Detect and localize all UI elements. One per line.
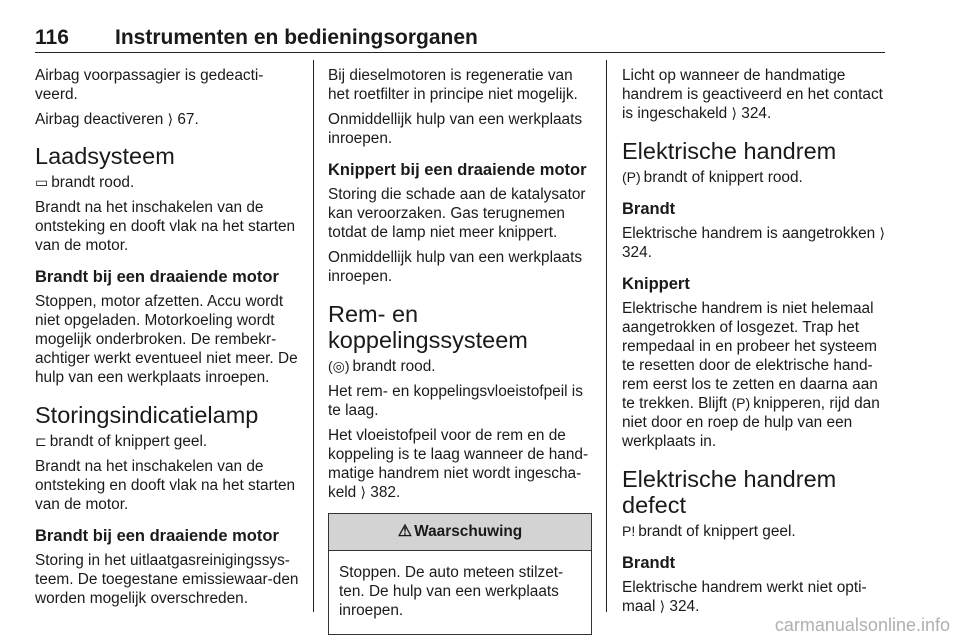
page-ref: 324. xyxy=(669,598,700,615)
section-heading-laadsysteem: Laadsysteem xyxy=(35,143,175,169)
paragraph: Storing die schade aan de katalysator kan veroorzaken. Gas terugnemen totdat de lamp niet meer knippert. xyxy=(328,186,586,241)
column-divider-1 xyxy=(313,60,314,612)
watermark-url: carmanualsonline.info xyxy=(774,615,950,635)
page-header xyxy=(35,26,885,52)
paragraph: Licht op wanneer de handmatige handrem is geactiveerd en het contact is ingeschakeld ⟩ 324. xyxy=(622,67,883,122)
page-ref: 324. xyxy=(741,105,772,122)
paragraph: Brandt na het inschakelen van de ontsteking en dooft vlak na het starten van de motor. xyxy=(35,199,296,254)
column-3 xyxy=(622,66,888,622)
header-divider xyxy=(35,52,885,53)
page-title: Instrumenten en bedieningsorganen xyxy=(115,26,478,49)
parking-brake-icon: (P) xyxy=(622,169,641,185)
status-line: P! brandt of knippert geel. xyxy=(622,523,796,540)
paragraph: Elektrische handrem is aangetrokken ⟩ 324. xyxy=(622,225,885,261)
column-2 xyxy=(328,66,592,635)
section-heading-storingsindicatielamp: Storingsindicatielamp xyxy=(35,402,259,428)
column-1 xyxy=(35,66,303,614)
battery-icon: ▭ xyxy=(35,174,49,190)
subheading: Knippert bij een draaiende motor xyxy=(328,161,587,179)
parking-brake-icon: (P) xyxy=(731,395,751,411)
paragraph: Airbag deactiveren ⟩ 67. xyxy=(35,111,199,128)
paragraph: Elektrische handrem werkt niet opti-maal ⟩ 324. xyxy=(622,579,867,615)
column-divider-2 xyxy=(606,60,607,612)
paragraph: Stoppen, motor afzetten. Accu wordt niet opgeladen. Motorkoeling wordt mogelijk onderbroken. De rembekr-achtiger werkt eventueel niet meer. De hulp van een werkplaats inroepen. xyxy=(35,293,298,386)
page-ref-arrow-icon: ⟩ xyxy=(360,484,366,500)
section-heading-elektrische-handrem: Elektrische handrem xyxy=(622,138,837,164)
subheading: Brandt bij een draaiende motor xyxy=(35,527,279,545)
status-line: ▭ brandt rood. xyxy=(35,174,135,191)
subheading: Knippert xyxy=(622,275,690,293)
warning-header xyxy=(329,514,591,551)
paragraph: Airbag voorpassagier is gedeacti-veerd. xyxy=(35,67,264,103)
page-ref-arrow-icon: ⟩ xyxy=(879,225,885,241)
paragraph: Brandt na het inschakelen van de ontsteking en dooft vlak na het starten van de motor. xyxy=(35,458,296,513)
page-ref-arrow-icon: ⟩ xyxy=(167,111,174,127)
paragraph: Onmiddellijk hulp van een werkplaats inroepen. xyxy=(328,111,583,147)
warning-box xyxy=(328,513,592,635)
status-line: (P) brandt of knippert rood. xyxy=(622,169,803,186)
status-line: ⊏ brandt of knippert geel. xyxy=(35,433,208,450)
page-ref: 382. xyxy=(370,484,401,501)
brake-fluid-icon: (◎) xyxy=(328,358,350,374)
paragraph: Onmiddellijk hulp van een werkplaats inroepen. xyxy=(328,249,583,285)
brake-fault-icon: P! xyxy=(622,523,636,539)
subheading: Brandt bij een draaiende motor xyxy=(35,268,279,286)
page-ref-arrow-icon: ⟩ xyxy=(659,598,666,614)
warning-text: Stoppen. De auto meteen stilzet-ten. De hulp van een werkplaats inroepen. xyxy=(339,564,564,619)
status-line: (◎) brandt rood. xyxy=(328,358,436,375)
page-ref-arrow-icon: ⟩ xyxy=(731,105,737,121)
warning-title: Waarschuwing xyxy=(414,523,523,540)
page-ref: 324. xyxy=(622,244,652,261)
paragraph: Het vloeistofpeil voor de rem en de koppeling is te laag wanneer de hand-matige handrem niet wordt ingescha-keld ⟩ 382. xyxy=(328,427,589,501)
section-heading-handrem-defect: Elektrische handrem defect xyxy=(622,466,837,518)
subheading: Brandt xyxy=(622,200,676,218)
paragraph: Bij dieselmotoren is regeneratie van het roetfilter in principe niet mogelijk. xyxy=(328,67,578,103)
paragraph: Het rem- en koppelingsvloeistofpeil is te laag. xyxy=(328,383,583,419)
paragraph: Elektrische handrem is niet helemaal aangetrokken of losgezet. Trap het rempedaal in en probeer het systeem te resetten door de elektrische hand-rem eerst los te zetten en daarna aan te trekken. Blijft (P) knipperen, rijd dan niet door en roep de hulp van een werkplaats in. xyxy=(622,300,880,450)
engine-icon: ⊏ xyxy=(35,433,47,449)
page-number: 116 xyxy=(35,26,69,49)
page-ref: 67. xyxy=(177,111,199,128)
subheading: Brandt xyxy=(622,554,676,572)
warning-triangle-icon: ⚠ xyxy=(397,523,413,540)
section-heading-rem-koppeling: Rem- en koppelingssysteem xyxy=(328,301,528,353)
paragraph: Storing in het uitlaatgasreinigingssys-teem. De toegestane emissiewaar-den worden mogelijk overschreden. xyxy=(35,552,299,607)
